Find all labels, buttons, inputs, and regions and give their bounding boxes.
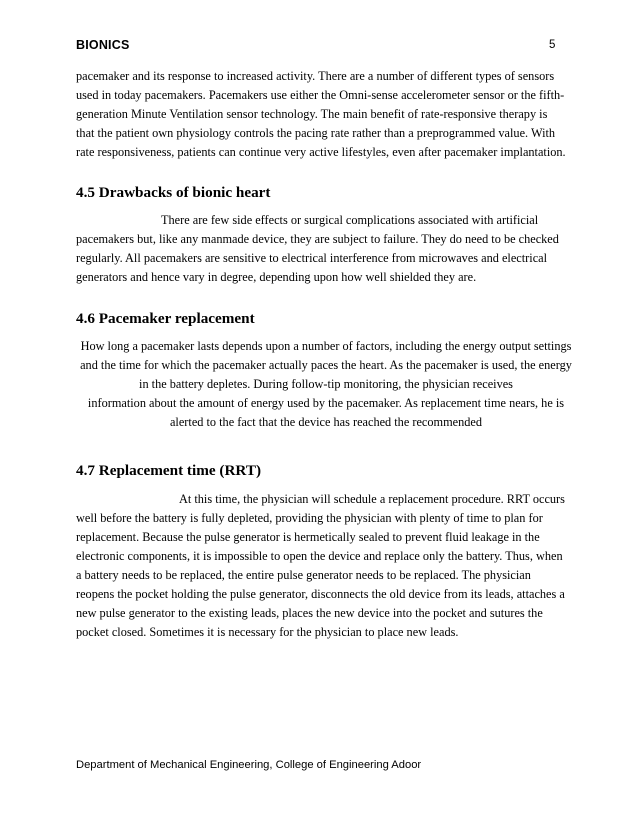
text-line: generation Minute Ventilation sensor technology. The main benefit of rate-responsive therapy is [76,107,548,121]
text-line: used in today pacemakers. Pacemakers use either the Omni-sense accelerometer sensor or the fifth- [76,88,565,102]
text-line: There are few side effects or surgical complications associated with artificial [161,213,539,227]
text-line: At this time, the physician will schedule a replacement procedure. RRT occurs [179,492,565,506]
section-heading-drawbacks: 4.5 Drawbacks of bionic heart [76,184,271,201]
text-line: new pulse generator to the existing leads, places the new device into the pocket and sutures the [76,606,543,620]
text-line: and the time for which the pacemaker actually paces the heart. As the pacemaker is used, the energy [80,358,572,372]
section-heading-pacemaker-replacement: 4.6 Pacemaker replacement [76,310,255,327]
page-footer: Department of Mechanical Engineering, College of Engineering Adoor [76,759,422,771]
text-line: information about the amount of energy used by the pacemaker. As replacement time nears, he is [87,396,565,410]
text-line: that the patient own physiology controls the pacing rate rather than a preprogrammed value. With [76,126,556,140]
text-line: regularly. All pacemakers are sensitive to electrical interference from microwaves and electrical [76,251,548,265]
text-line: rate responsiveness, patients can continue very active lifestyles, even after pacemaker implantation. [76,145,566,159]
text-line: How long a pacemaker lasts depends upon a number of factors, including the energy output settings [80,339,572,353]
text-line: pocket closed. Sometimes it is necessary for the physician to place new leads. [76,625,459,639]
replacement-time-paragraph [76,490,576,642]
text-line: generators and hence vary in degree, depending upon how well shielded they are. [76,270,477,284]
text-line: well before the battery is fully depleted, providing the physician with plenty of time to plan for [76,511,543,525]
pacemaker-replacement-paragraph [76,337,576,432]
text-line: electronic components, it is impossible to open the device and replace only the battery. Thus, when [76,549,563,563]
text-line: in the battery depletes. During follow-tip monitoring, the physician receives [139,377,513,391]
section-heading-replacement-time: 4.7 Replacement time (RRT) [76,462,262,479]
text-line: alerted to the fact that the device has reached the recommended [169,415,483,429]
text-line: pacemaker and its response to increased activity. There are a number of different types of sensors [76,69,555,83]
running-header-title: BIONICS [76,38,130,52]
text-line: replacement. Because the pulse generator is hermetically sealed to prevent fluid leakage in the [76,530,540,544]
text-line: reopens the pocket holding the pulse generator, disconnects the old device from its leads, attaches a [76,587,565,601]
text-line: pacemakers but, like any manmade device, they are subject to failure. They do need to be checked [76,232,559,246]
intro-paragraph [76,67,576,162]
drawbacks-paragraph [76,211,576,287]
text-line: a battery needs to be replaced, the entire pulse generator needs to be replaced. The physician [76,568,531,582]
page-number: 5 [549,39,556,51]
